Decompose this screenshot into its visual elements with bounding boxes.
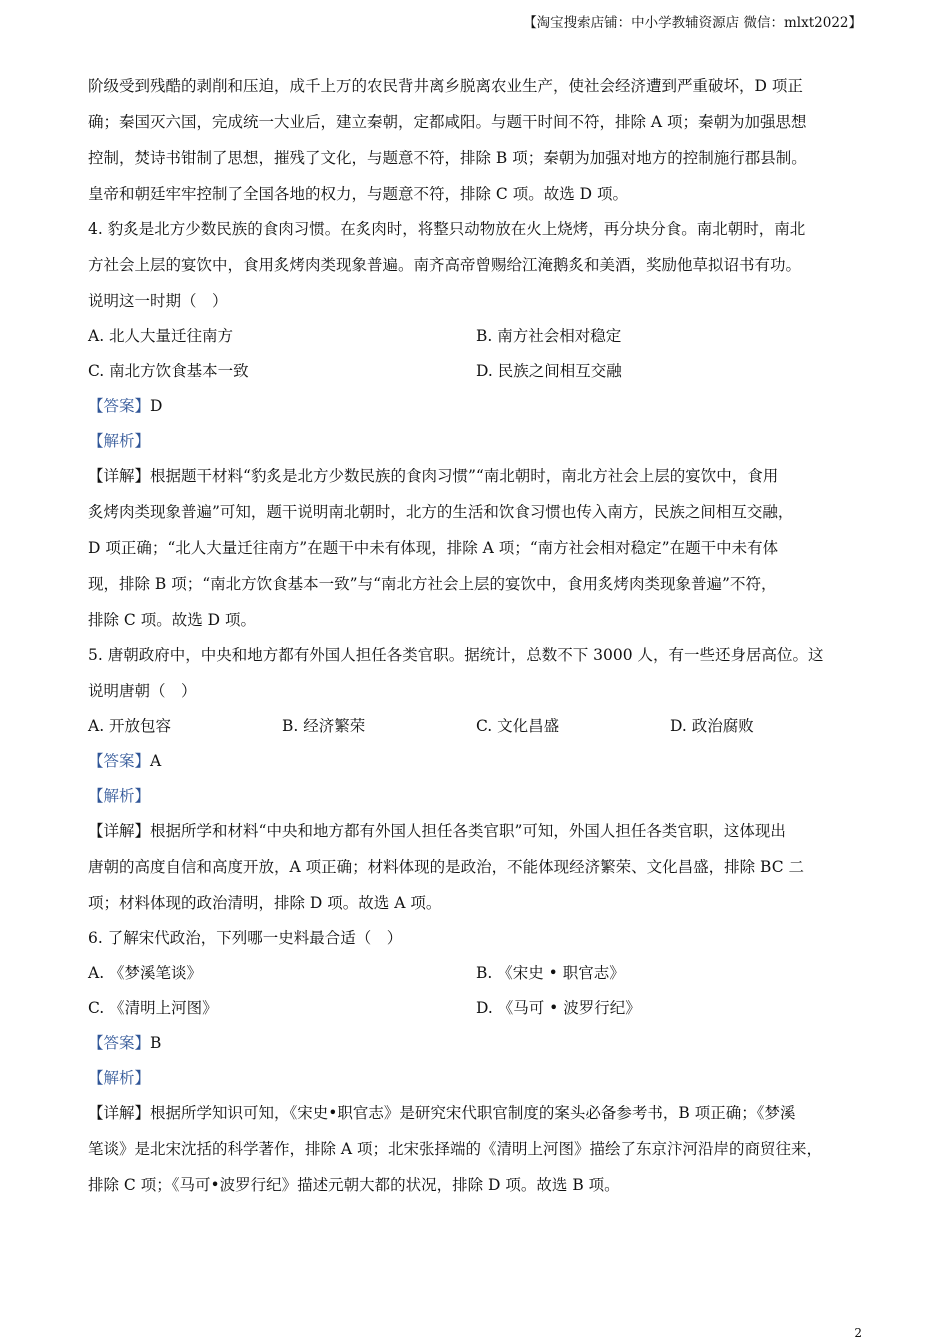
question-4-detail: 排除 C 项。故选 D 项。: [88, 611, 256, 629]
question-4-detail: D 项正确；“北人大量迁往南方”在题干中未有体现，排除 A 项；“南方社会相对稳定”在题干中未有体: [88, 539, 779, 557]
question-6-detail: 笔谈》是北宋沈括的科学著作，排除 A 项；北宋张择端的《清明上河图》描绘了东京汴河沿岸的商贸往来，: [88, 1140, 823, 1158]
question-4-analysis: [88, 425, 868, 460]
option-d: D. 政治腐败: [670, 717, 754, 735]
detail-label: 【详解】: [88, 467, 151, 485]
detail-label: 【详解】: [88, 822, 151, 840]
analysis-label: 【解析】: [88, 787, 151, 805]
question-4-detail: [88, 460, 868, 496]
option-b: B. 经济繁荣: [282, 717, 366, 735]
question-4-stem: 方社会上层的宴饮中，食用炙烤肉类现象普遍。南齐高帝曾赐给江淹鹅炙和美酒，奖励他草拟诏书有功。: [88, 256, 802, 274]
detail-text: 根据所学和材料“中央和地方都有外国人担任各类官职”可知，外国人担任各类官职，这体现出: [150, 822, 786, 840]
option-a: A. 北人大量迁往南方: [88, 327, 234, 345]
question-4-detail: 炙烤肉类现象普遍”可知，题干说明南北朝时，北方的生活和饮食习惯也传入南方，民族之间相互交融，: [88, 503, 794, 521]
question-6-options: [88, 957, 868, 992]
option-d: D. 民族之间相互交融: [476, 362, 622, 380]
question-5-detail: [88, 815, 868, 851]
question-4-stem: 4. 豹炙是北方少数民族的食肉习惯。在炙肉时，将整只动物放在火上烧烤，再分块分食。南北朝时，南北: [88, 220, 806, 238]
option-b: B. 南方社会相对稳定: [476, 327, 622, 345]
text-line: 阶级受到残酷的剥削和压迫，成千上万的农民背井离乡脱离农业生产，使社会经济遭到严重破坏，D 项正: [88, 77, 803, 95]
page-number: 2: [854, 1326, 862, 1340]
answer-label: 【答案】: [88, 1034, 151, 1052]
detail-text: 根据题干材料“豹炙是北方少数民族的食肉习惯”“南北朝时，南北方社会上层的宴饮中，食用: [150, 467, 779, 485]
option-a: A. 开放包容: [88, 717, 172, 735]
page-header: 【淘宝搜索店铺：中小学教辅资源店 微信：mlxt2022】: [523, 15, 862, 31]
answer-value: A: [150, 752, 162, 770]
option-d: D. 《马可 • 波罗行纪》: [476, 999, 641, 1017]
question-6-detail: 排除 C 项；《马可•波罗行纪》描述元朝大都的状况，排除 D 项。故选 B 项。: [88, 1176, 620, 1194]
question-6-answer: [88, 1027, 868, 1062]
document-body: [88, 70, 868, 1205]
option-b: B. 《宋史 • 职官志》: [476, 964, 625, 982]
question-5-detail: 唐朝的高度自信和高度开放，A 项正确；材料体现的是政治，不能体现经济繁荣、文化昌盛，排除 BC 二: [88, 858, 805, 876]
question-4-answer: [88, 390, 868, 425]
question-5-detail: 项；材料体现的政治清明，排除 D 项。故选 A 项。: [88, 894, 442, 912]
question-5-stem: 说明唐朝（ ）: [88, 682, 197, 700]
question-4-stem: 说明这一时期（ ）: [88, 292, 228, 310]
analysis-label: 【解析】: [88, 1069, 151, 1087]
question-4-options: [88, 320, 868, 355]
question-4-detail: 现，排除 B 项；“南北方饮食基本一致”与“南北方社会上层的宴饮中，食用炙烤肉类现象普遍”不符，: [88, 575, 777, 593]
answer-label: 【答案】: [88, 752, 151, 770]
analysis-label: 【解析】: [88, 432, 151, 450]
question-4-options: [88, 355, 868, 390]
text-line: 控制，焚诗书钳制了思想，摧残了文化，与题意不符，排除 B 项；秦朝为加强对地方的控制施行郡县制。: [88, 149, 807, 167]
answer-label: 【答案】: [88, 397, 151, 415]
detail-text: 根据所学知识可知，《宋史•职官志》是研究宋代职官制度的案头必备参考书，B 项正确；《梦溪: [150, 1104, 796, 1122]
answer-value: B: [150, 1034, 162, 1052]
question-5-options: [88, 710, 868, 745]
question-6-stem: 6. 了解宋代政治，下列哪一史料最合适（ ）: [88, 929, 403, 947]
question-5-analysis: [88, 780, 868, 815]
question-5-answer: [88, 745, 868, 780]
option-c: C. 《清明上河图》: [88, 999, 218, 1017]
option-c: C. 南北方饮食基本一致: [88, 362, 249, 380]
answer-value: D: [150, 397, 163, 415]
text-line: 皇帝和朝廷牢牢控制了全国各地的权力，与题意不符，排除 C 项。故选 D 项。: [88, 185, 628, 203]
option-c: C. 文化昌盛: [476, 717, 560, 735]
question-6-detail: [88, 1097, 868, 1133]
question-6-analysis: [88, 1062, 868, 1097]
option-a: A. 《梦溪笔谈》: [88, 964, 203, 982]
question-6-options: [88, 992, 868, 1027]
detail-label: 【详解】: [88, 1104, 151, 1122]
question-5-stem: 5. 唐朝政府中，中央和地方都有外国人担任各类官职。据统计，总数不下 3000 人，有一些还身居高位。这: [88, 646, 824, 664]
text-line: 确；秦国灭六国，完成统一大业后，建立秦朝，定都咸阳。与题干时间不符，排除 A 项；秦朝为加强思想: [88, 113, 807, 131]
